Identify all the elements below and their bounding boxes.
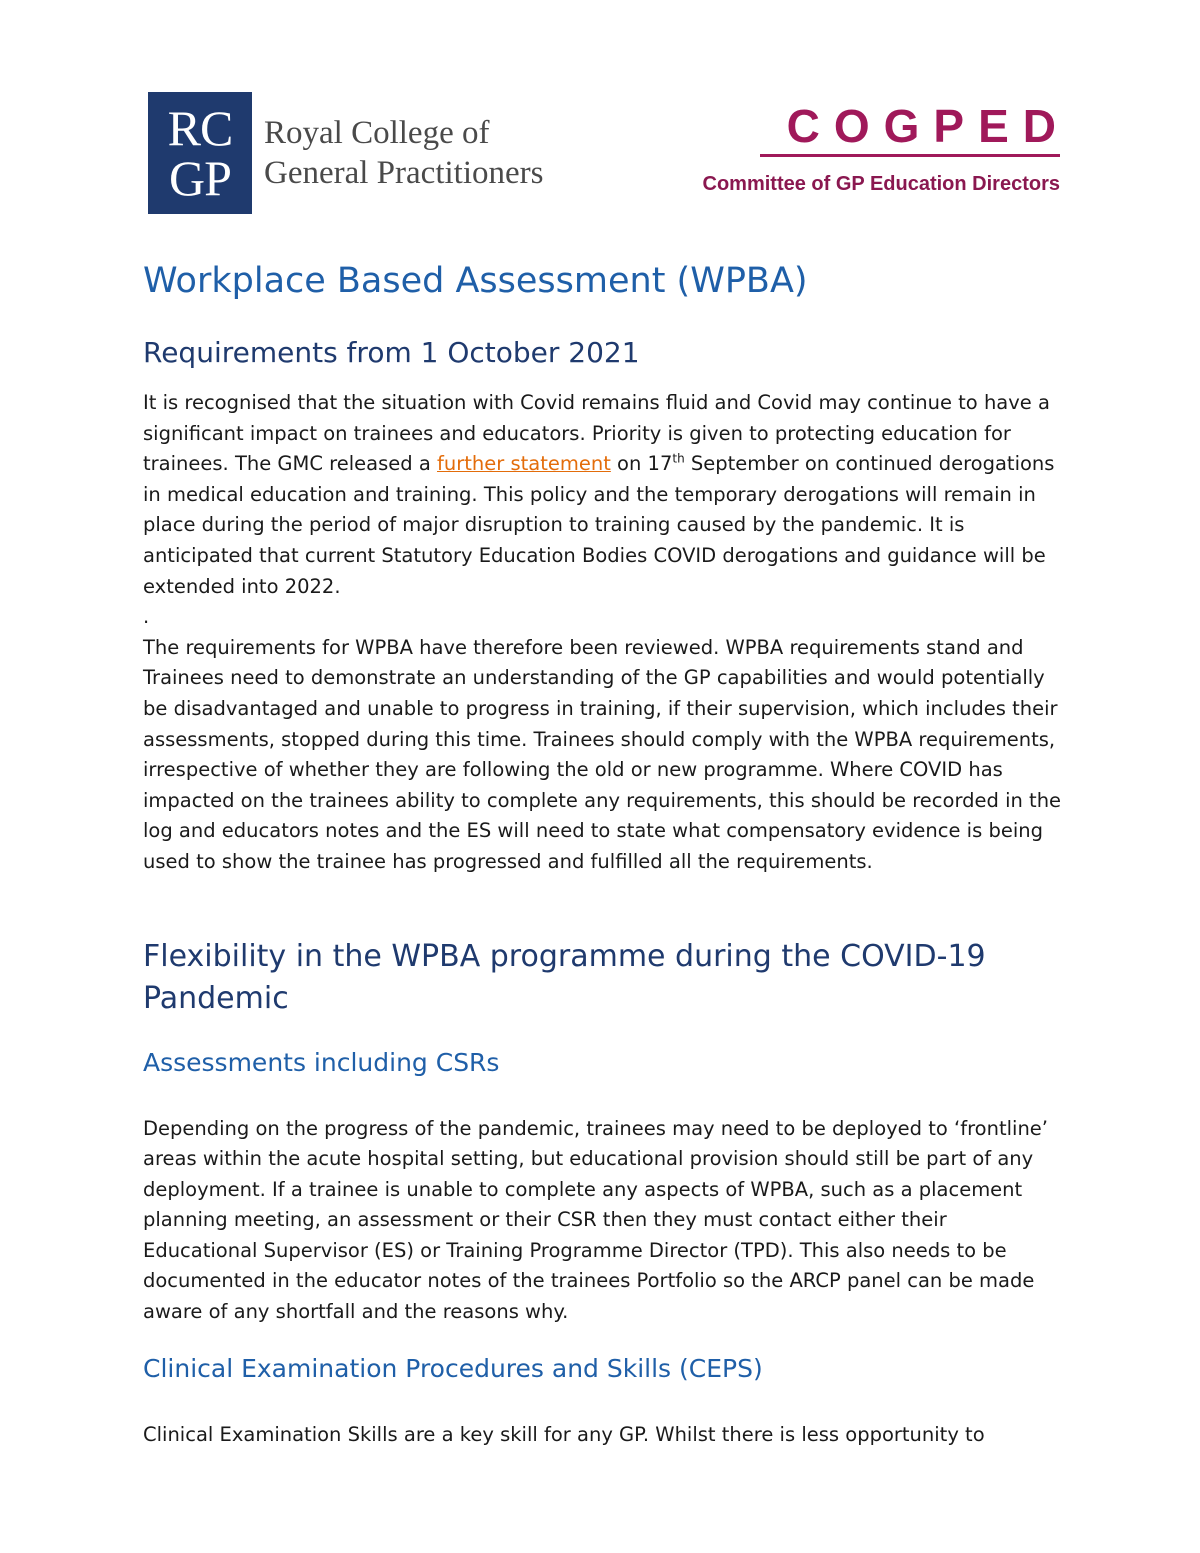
further-statement-link[interactable]: further statement	[437, 452, 611, 476]
intro-paragraph	[143, 388, 1063, 602]
cogped-underline	[760, 154, 1060, 157]
spacer	[143, 1410, 1063, 1420]
intro-text-2: on 17	[610, 452, 673, 476]
rcgp-box-line2: GP	[169, 150, 231, 206]
rcgp-logo-box	[148, 92, 252, 214]
intro-superscript: th	[672, 451, 685, 466]
intro-text-1: It is recognised that the situation with Covid remains fluid and Covid may continue to have a significant impact on trainees and educators. Priority is given to protecting education for trainees. The GMC released a	[143, 391, 1050, 476]
flexibility-heading: Flexibility in the WPBA programme during the COVID-19 Pandemic	[143, 938, 986, 1016]
cogped-subtitle: Committee of GP Education Directors	[702, 173, 1060, 195]
rcgp-logo	[148, 92, 543, 214]
document-body	[143, 258, 1063, 1450]
document-title: Workplace Based Assessment (WPBA)	[143, 261, 808, 301]
assessments-paragraph: Depending on the progress of the pandemic, trainees may need to be deployed to ‘frontline’ areas within the acute hospital setting, but educational provision should still be part of any deployment. If a trainee is unable to complete any aspects of WPBA, such as a placement planning meeting, an assessment or their CSR then they must contact either their Educational Supervisor (ES) or Training Programme Director (TPD). This also needs to be documented in the educator notes of the trainees Portfolio so the ARCP panel can be made aware of any shortfall and the reasons why.	[143, 1116, 1048, 1324]
intro-text-3: September on continued derogations in medical education and training. This policy and the temporary derogations will remain in place during the period of major disruption to training caused by the pandemic. It is anticipated that current Statutory Education Bodies COVID derogations and guidance will be extended into 2022.	[143, 452, 1055, 598]
cogped-logo	[702, 100, 1070, 196]
rcgp-box-line1: RC	[167, 100, 233, 156]
rcgp-name	[264, 113, 543, 193]
requirements-paragraph: The requirements for WPBA have therefore been reviewed. WPBA requirements stand and Trainees need to demonstrate an understanding of the GP capabilities and would potentially be disadvantaged and unable to progress in training, if their supervision, which includes their assessments, stopped during this time. Trainees should comply with the WPBA requirements, irrespective of whether they are following the old or new programme. Where COVID has impacted on the trainees ability to complete any requirements, this should be recorded in the log and educators notes and the ES will need to state what compensatory evidence is being used to show the trainee has progressed and fulfilled all the requirements.	[143, 635, 1062, 873]
ceps-heading: Clinical Examination Procedures and Skills (CEPS)	[143, 1353, 763, 1383]
rcgp-name-line1: Royal College of	[264, 115, 490, 151]
stray-dot: .	[143, 605, 150, 629]
cogped-title: COGPED	[786, 100, 1070, 152]
assessments-heading: Assessments including CSRs	[143, 1047, 500, 1077]
spacer	[143, 878, 1063, 936]
spacer	[143, 1328, 1063, 1352]
ceps-paragraph: Clinical Examination Skills are a key skill for any GP. Whilst there is less opportunity to	[143, 1422, 985, 1446]
spacer	[143, 1104, 1063, 1114]
document-subtitle: Requirements from 1 October 2021	[143, 336, 640, 369]
rcgp-name-line2: General Practitioners	[264, 155, 544, 191]
